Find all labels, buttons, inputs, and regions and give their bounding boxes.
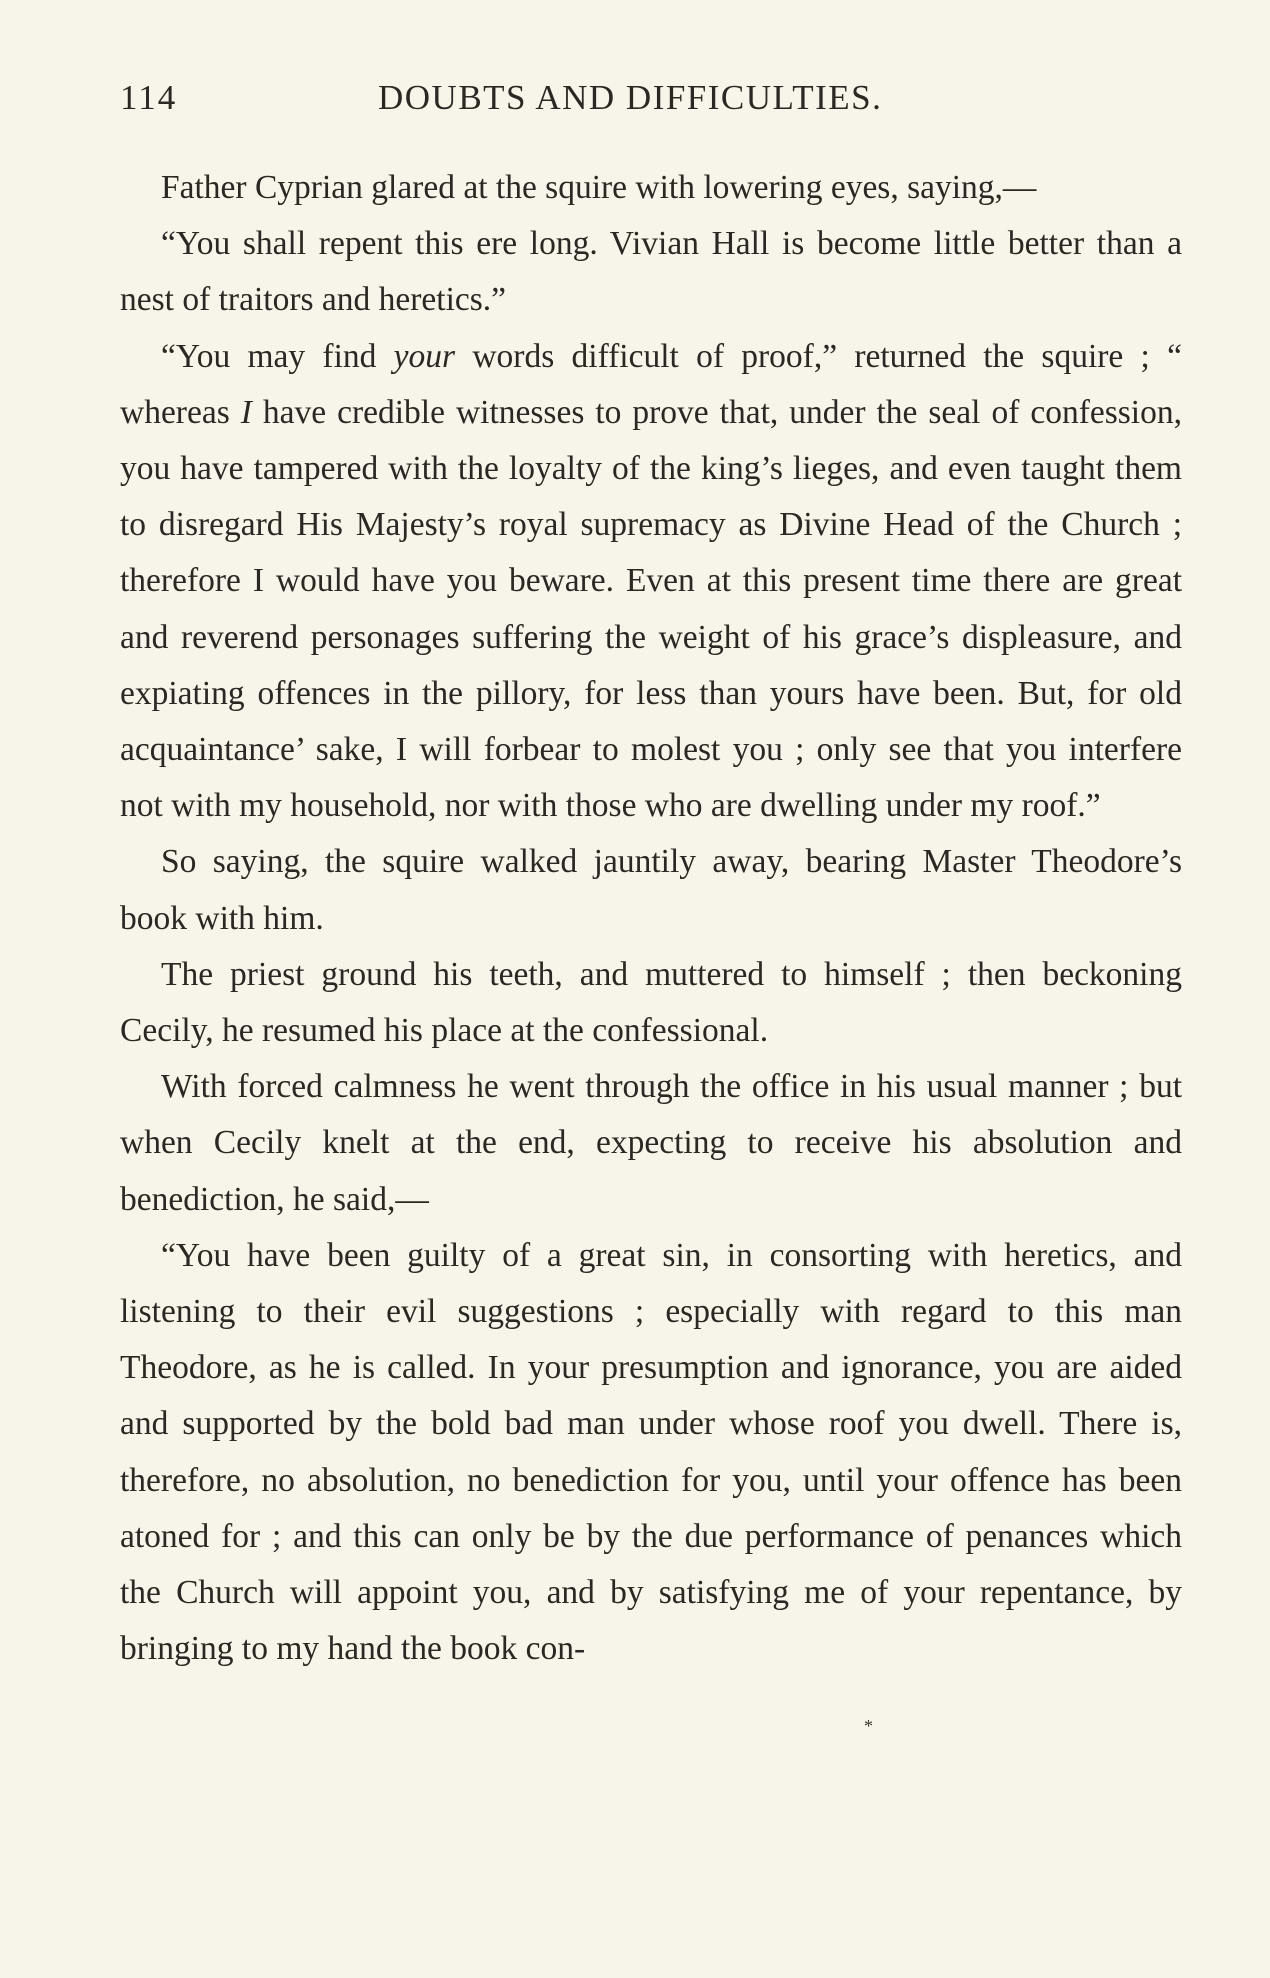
paragraph: So saying, the squire walked jauntily away, bearing Master Theodore’s book with him. [120,843,1182,937]
paragraph-text: “You may find [161,337,377,375]
paragraph: “You shall repent this ere long. Vivian Hall is become little better than a nest of traitors and heretics.” [120,225,1182,319]
paragraph: With forced calmness he went through the office in his usual manner ; but when Cecily knelt at the end, expecting to receive his absolution and benediction, he said,— [120,1068,1182,1218]
paragraph [120,329,1182,835]
emphasis: your [393,337,456,375]
emphasis: I [240,393,252,431]
signature-mark: * [864,1716,873,1736]
paragraph: Father Cyprian glared at the squire with lowering eyes, saying,— [161,169,1037,206]
paragraph: The priest ground his teeth, and muttered to himself ; then beckoning Cecily, he resumed his place at the confessional. [120,955,1182,1050]
paragraph: “You have been guilty of a great sin, in consorting with heretics, and listening to their evil suggestions ; especially with regard to this man Theodore, as he is called. In your presumption and ignorance, you are aided and supported by the bold bad man under whose roof you dwell. There is, therefore, no absolution, no benediction for you, until your offence has been atoned for ; and this can only be by the due performance of penances which the Church will appoint you, and by satisfying me of your repentance, by bringing to my hand the book con- [120,1236,1182,1668]
running-head [120,78,1180,128]
paragraph-text: have credible witnesses to prove that, under the seal of confession, you have tampered with the loyalty of the king’s lieges, and even taught them to disregard His Majesty’s royal supremacy as Divine Head of the Church ; therefore I would have you beware. Even at this present time there are great and reverend personages suffering the weight of his grace’s displeasure, and expiating offences in the pillory, for less than yours have been. But, for old acquaintance’ sake, I will forbear to molest you ; only see that you interfere not with my household, nor with those who are dwelling under my roof.” [120,393,1182,825]
page-number: 114 [120,78,178,117]
paragraph-text: words difficult of proof,” returned the squire ; “ whereas [120,337,1183,431]
running-title: DOUBTS AND DIFFICULTIES. [378,78,883,117]
body-text [120,160,1182,1677]
